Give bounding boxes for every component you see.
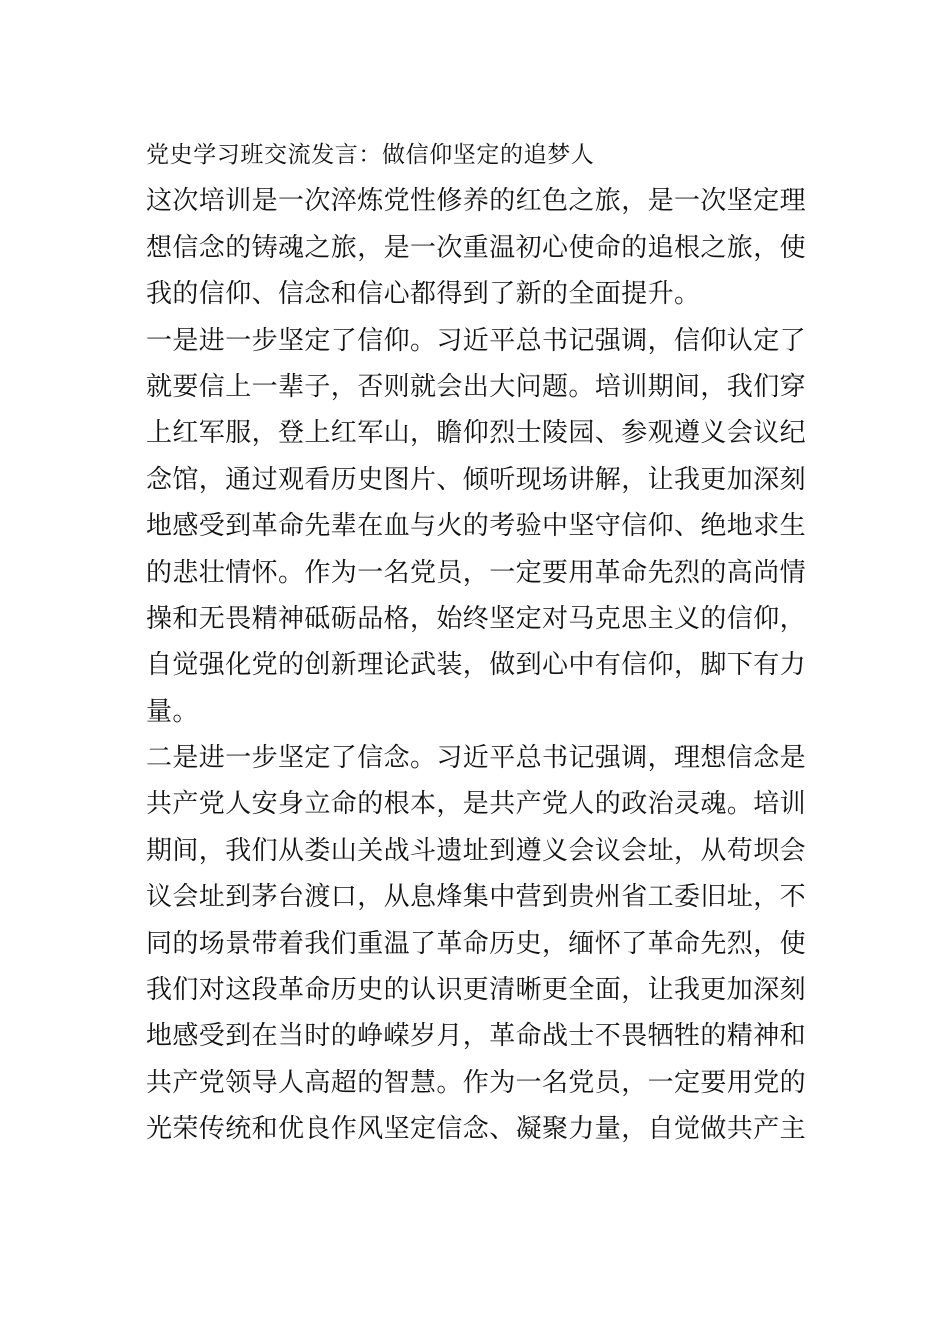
- text-line: 上红军服，登上红军山，瞻仰烈士陵园、参观遵义会议纪: [146, 418, 807, 449]
- text-line: 一是进一步坚定了信仰。习近平总书记强调，信仰认定了: [146, 325, 807, 356]
- paragraph-intro: [146, 178, 808, 317]
- document-title: 党史学习班交流发言：做信仰坚定的追梦人: [146, 142, 595, 168]
- text-line: 共产党人安身立命的根本，是共产党人的政治灵魂。培训: [146, 789, 807, 820]
- paragraph-point-two: [146, 735, 808, 1153]
- text-line: 我的信仰、信念和信心都得到了新的全面提升。: [146, 279, 701, 310]
- text-line: 同的场景带着我们重温了革命历史，缅怀了革命先烈，使: [146, 928, 807, 959]
- text-line: 共产党领导人高超的智慧。作为一名党员，一定要用党的: [146, 1067, 807, 1098]
- text-line: 地感受到在当时的峥嵘岁月，革命战士不畏牺牲的精神和: [146, 1021, 807, 1052]
- text-line: 操和无畏精神砥砺品格，始终坚定对马克思主义的信仰，: [146, 603, 807, 634]
- text-line: 二是进一步坚定了信念。习近平总书记强调，理想信念是: [146, 743, 807, 774]
- text-line: 地感受到革命先辈在血与火的考验中坚守信仰、绝地求生: [146, 511, 807, 542]
- text-line: 这次培训是一次淬炼党性修养的红色之旅，是一次坚定理: [146, 186, 807, 217]
- text-line: 就要信上一辈子，否则就会出大问题。培训期间，我们穿: [146, 371, 807, 402]
- text-line: 光荣传统和优良作风坚定信念、凝聚力量，自觉做共产主: [146, 1114, 807, 1145]
- text-line: 想信念的铸魂之旅，是一次重温初心使命的追根之旅，使: [146, 232, 807, 263]
- text-line: 量。: [146, 696, 199, 727]
- text-line: 我们对这段革命历史的认识更清晰更全面，让我更加深刻: [146, 975, 807, 1006]
- text-line: 议会址到茅台渡口，从息烽集中营到贵州省工委旧址，不: [146, 882, 807, 913]
- text-line: 自觉强化党的创新理论武装，做到心中有信仰，脚下有力: [146, 650, 807, 681]
- paragraph-point-one: [146, 318, 808, 736]
- text-line: 期间，我们从娄山关战斗遗址到遵义会议会址，从苟坝会: [146, 835, 807, 866]
- text-line: 的悲壮情怀。作为一名党员，一定要用革命先烈的高尚情: [146, 557, 807, 588]
- document-body: [146, 132, 808, 1153]
- text-line: 念馆，通过观看历史图片、倾听现场讲解，让我更加深刻: [146, 464, 807, 495]
